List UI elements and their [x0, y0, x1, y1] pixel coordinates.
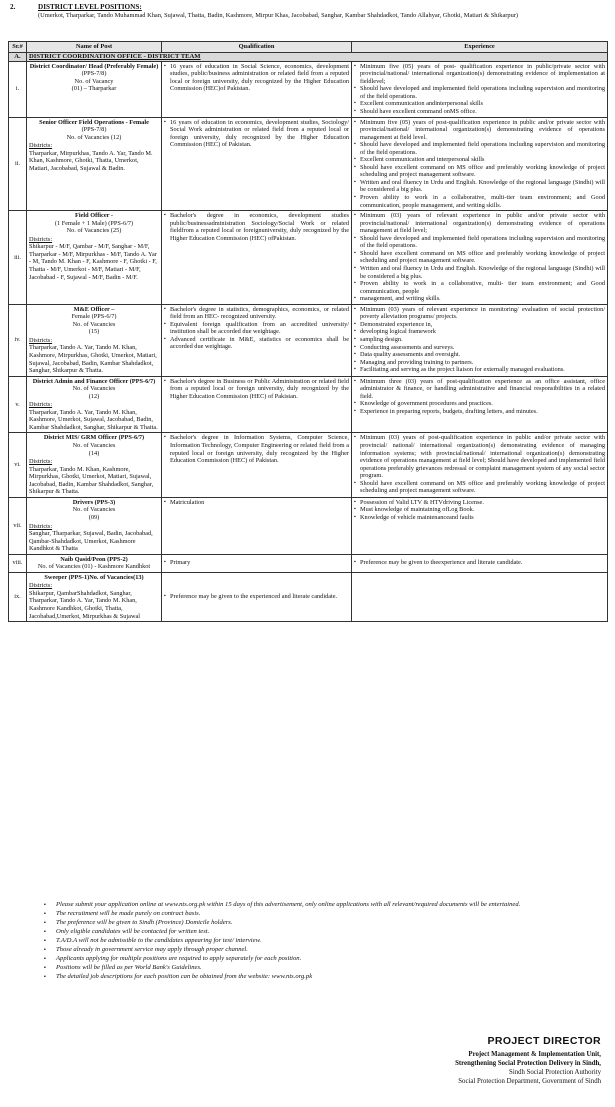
bullet-icon: ▪ [164, 213, 166, 219]
bullet-icon: ▪ [354, 499, 356, 505]
bullet-icon: ▪ [354, 63, 356, 69]
post-cell [27, 376, 162, 433]
experience-text: Knowledge of vehicle maintenanceand faults [360, 514, 474, 522]
districts-label: Districts: [29, 401, 53, 409]
experience-item [354, 321, 605, 329]
post-title: Senior Officer Field Operations - Female [39, 118, 149, 126]
bullet-icon: ▪ [354, 321, 356, 327]
post-cell [27, 433, 162, 497]
table-row [9, 497, 608, 554]
note-item [44, 901, 604, 909]
qualification-text: Bachelor's degree in economics, development studies public/businessadministration Sociology/Social Work or related fieldfrom a reputed local or foreignuniversity, duly recognized by the Higher Education Commission (HEC) ofPakistan. [170, 212, 349, 242]
experience-item [354, 366, 605, 374]
post-detail: (1 Female + 1 Male) (PPS-6/7) [54, 219, 134, 227]
bullet-icon: ▪ [44, 902, 46, 908]
note-item [44, 964, 604, 972]
bullet-icon: ▪ [354, 480, 356, 486]
experience-text: Minimum (03) years of relevant experience in monitoring/ evaluation of social protection/ poverty alleviation programs/ projects. [360, 305, 605, 321]
post-title: District Coordinator/ Head (Preferably Female) [29, 62, 159, 70]
qualification-text: Bachelor's degree in Business or Public Administration or related field from a reputed local or foreign university, duly recognized by the Higher Education Commission (HEC) of Pakistan. [170, 377, 349, 400]
note-text: The detailed job descriptions for each position can be obtained from the website: www.nts.org.pk [56, 973, 313, 981]
row-sr: vii. [9, 497, 27, 554]
note-item [44, 928, 604, 936]
experience-item [354, 480, 605, 495]
experience-text: Demonstrated experience in, [360, 320, 433, 328]
bullet-icon: ▪ [44, 929, 46, 936]
post-detail: (09) [88, 513, 100, 521]
section-sr: A. [9, 52, 27, 61]
experience-item [354, 164, 605, 179]
bullet-icon: ▪ [354, 344, 356, 350]
bullet-icon: ▪ [354, 108, 356, 114]
table-row [9, 61, 608, 117]
row-sr: v. [9, 376, 27, 433]
post-title: Sweeper (PPS-1)No. of Vacancies(13) [44, 573, 144, 581]
note-text: Positions will be filled as per World Bank's Guidelines. [56, 964, 202, 972]
qualification-text: Equivalent foreign qualification from an accredited university/ institution shall be accorded due weightage. [170, 320, 349, 336]
post-detail: No. of Vacancy [74, 77, 114, 85]
post-detail: (PPS-7/8) [81, 70, 107, 78]
table-row [9, 572, 608, 621]
experience-text: Should have excellent command onMS office. [360, 107, 477, 115]
post-detail: No. of Vacancies (25) [66, 227, 122, 235]
bullet-icon: ▪ [354, 281, 356, 287]
bullet-icon: ▪ [354, 250, 356, 256]
experience-item [354, 408, 605, 416]
post-title: District MIS/ GRM Officer (PPS-6/7) [43, 434, 145, 442]
bullet-icon: ▪ [354, 157, 356, 163]
note-item [44, 973, 604, 981]
experience-item [354, 100, 605, 108]
note-item [44, 919, 604, 927]
bullet-icon: ▪ [354, 306, 356, 312]
qualification-item [164, 559, 349, 567]
experience-item [354, 280, 605, 295]
bullet-icon: ▪ [354, 86, 356, 92]
districts-list: Tharparkar, Tando A. Yar, Tando M. Khan, Kashmore, Umerkot, Sujawal, Jacobabad, Badin, Kambar Shahdadkot, Sanghar, Shikarpur & Thatta. [29, 408, 158, 431]
experience-item [354, 156, 605, 164]
bullet-icon: ▪ [44, 911, 46, 918]
note-text: The recruitment will be made purely on contract basis. [56, 910, 201, 918]
experience-text: Possession of Valid LTV & HTVdriving License. [360, 498, 484, 506]
qualification-cell [162, 61, 352, 117]
note-item [44, 955, 604, 963]
experience-text: Should have developed and implemented field operations including supervision and monitoring of the field operations. [360, 85, 605, 100]
post-cell [27, 117, 162, 211]
qualification-cell [162, 497, 352, 554]
qualification-text: Matriculation [170, 498, 205, 506]
experience-text: sampling design. [360, 336, 403, 344]
row-sr: i. [9, 61, 27, 117]
row-sr: ix. [9, 572, 27, 621]
qualification-item [164, 119, 349, 149]
bullet-icon: ▪ [354, 507, 356, 513]
post-detail: No. of Vacancies (12) [66, 133, 122, 141]
experience-item [354, 250, 605, 265]
post-detail: (15) [88, 328, 100, 336]
experience-text: Knowledge of government procedures and practices. [360, 400, 493, 408]
table-header-row [9, 42, 608, 53]
experience-text: Excellent communication andinterpersonal skills [360, 100, 483, 108]
districts-list: Tharparkar, Tando A. Yar, Tando M. Khan, Kashmore, Mirpurkhas, Ghotki, Umerkot, Matiari, Sujawal, Jacobabad, Badin, Kambar Shahdadkot, Sanghar, Shikarpur & Thatta. [29, 344, 157, 375]
bullet-icon: ▪ [164, 594, 166, 600]
post-cell [27, 211, 162, 305]
bullet-icon: ▪ [354, 352, 356, 358]
qualification-item [164, 499, 349, 507]
post-detail: Female (PPS-6/7) [71, 313, 117, 321]
experience-cell [352, 117, 608, 211]
bullet-icon: ▪ [354, 515, 356, 521]
note-text: Applicants applying for multiple positions are required to apply separately for each position. [56, 955, 302, 963]
experience-item [354, 265, 605, 280]
experience-item [354, 506, 605, 514]
experience-text: Conducting assessments and surveys. [360, 343, 455, 351]
bullet-icon: ▪ [354, 435, 356, 441]
table-row [9, 304, 608, 376]
post-detail: No. of Vacancies [72, 506, 116, 514]
row-sr: ii. [9, 117, 27, 211]
bullet-icon: ▪ [44, 956, 46, 963]
experience-item [354, 306, 605, 321]
experience-text: Proven ability to work in a collaborative, multi-tier team environment; and Good communication, people management, and writing skills. [360, 194, 605, 209]
experience-item [354, 235, 605, 250]
qualification-item [164, 593, 349, 601]
bullet-icon: ▪ [354, 337, 356, 343]
qualification-item [164, 336, 349, 351]
experience-text: Should have developed and implemented field operations including supervision and monitoring of the field operations. [360, 141, 605, 156]
post-title: Field Officer - [75, 212, 113, 220]
bullet-icon: ▪ [354, 296, 356, 302]
signature-line-1: Project Management & Implementation Unit, [468, 1050, 601, 1058]
post-title: Naib Qasid/Peon (PPS-2) [60, 555, 128, 563]
districts-list: Tharparkar, Tando M. Khan, Kashmore, Mirpurkhas, Ghotki, Umerkot, Matiari, Sujawal, Jacobabad, Badin, Kambar Shahdadkot, Sanghar, Shikarpur & Thatta. [29, 465, 154, 496]
qualification-item [164, 63, 349, 93]
post-cell [27, 572, 162, 621]
signature-line-4: Social Protection Department, Government of Sindh [458, 1078, 601, 1086]
table-row [9, 117, 608, 211]
notes-list [44, 901, 604, 982]
experience-text: Should have excellent command on MS office and preferably working knowledge of project scheduling and project management software. [360, 249, 605, 265]
qualification-text: 16 years of education in Social Science, economics, development studies, public/business administration or related field from a reputed local or foreign university, duly recognized by the Higher Education Commission (HEC)of Pakistan. [170, 62, 349, 93]
bullet-icon: ▪ [354, 378, 356, 384]
note-item [44, 946, 604, 954]
post-detail: (12) [88, 392, 100, 400]
header-sr: Sr.# [9, 42, 27, 53]
experience-text: Experience in preparing reports, budgets, drafting letters, and minutes. [360, 407, 538, 415]
experience-item [354, 336, 605, 344]
experience-text: Written and oral fluency in Urdu and English. Knowledge of the regional language (Sindhi) will be considered a big plus. [360, 178, 605, 194]
experience-text: Should have excellent command on MS office and preferably working knowledge of project scheduling and project management software. [360, 479, 605, 495]
post-detail: (01) – Tharparkar [71, 85, 117, 93]
experience-text: Should have excellent command on MS office and preferably working knowledge of project scheduling and project management software. [360, 163, 605, 179]
post-cell [27, 497, 162, 554]
bullet-icon: ▪ [354, 359, 356, 365]
experience-item [354, 328, 605, 336]
section-number: 2. [10, 3, 16, 11]
bullet-icon: ▪ [354, 101, 356, 107]
experience-text: Must knowledge of maintaining ofLog Book. [360, 506, 475, 514]
qualification-text: Primary [170, 559, 191, 567]
section-header [10, 3, 606, 19]
experience-item [354, 514, 605, 522]
bullet-icon: ▪ [44, 947, 46, 954]
section-row [9, 52, 608, 61]
bullet-icon: ▪ [354, 265, 356, 271]
experience-item [354, 559, 605, 567]
experience-text: developing logical framework [360, 328, 436, 336]
experience-item [354, 108, 605, 116]
experience-item [354, 194, 605, 209]
districts-label: Districts: [29, 235, 53, 243]
bullet-icon: ▪ [164, 119, 166, 125]
districts-list: Sanghar, Tharparkar, Sujawal, Badin, Jacobabad, Qambar-Shahdadkot, Umerkot, Kashmore Kandhkot & Thatta [29, 530, 153, 553]
experience-item [354, 141, 605, 156]
bullet-icon: ▪ [164, 499, 166, 505]
signature-title: PROJECT DIRECTOR [487, 1035, 601, 1047]
qualification-cell [162, 554, 352, 572]
experience-item [354, 499, 605, 507]
bullet-icon: ▪ [354, 195, 356, 201]
experience-item [354, 344, 605, 352]
note-text: Those already in government service may apply through proper channel. [56, 946, 248, 954]
post-cell [27, 554, 162, 572]
qualification-cell [162, 572, 352, 621]
experience-text: Should have developed and implemented field operations including supervision and monitoring of the field operations. [360, 234, 605, 250]
bullet-icon: ▪ [354, 213, 356, 219]
experience-item [354, 85, 605, 100]
experience-cell [352, 211, 608, 305]
experience-text: Facilitating and serving as the project liaison for externally managed evaluations. [360, 366, 565, 374]
header-qualification: Qualification [162, 42, 352, 53]
bullet-icon: ▪ [44, 920, 46, 927]
qualification-cell [162, 433, 352, 497]
section-districts: (Umerkot, Tharparkar, Tando Muhammad Khan, Sujawal, Thatta, Badin, Kashmore, Mirpur Khas, Jacobabad, Sanghar, Kambar Shahdadkot, Tando Allahyar, Ghotki, Matiari & Shikarpur) [38, 11, 519, 19]
note-item [44, 910, 604, 918]
post-cell [27, 61, 162, 117]
bullet-icon: ▪ [164, 63, 166, 69]
experience-text: Minimum (03) years of relevant experience in public and/or private sector with provincial/national/ international organization(s) demonstrating evidence of operations management at field level; [360, 212, 605, 235]
note-text: The preference will be given to Sindh (Province) Domicile holders. [56, 919, 233, 927]
post-detail: No. of Vacancies [72, 320, 116, 328]
qualification-text: Advanced certificate in M&E, statistics or economics shall be accorded due weightage. [170, 335, 349, 351]
experience-text: Minimum (03) years of post-qualification experience in public and/or private sector with provincial/ national/ international organization(s) demonstrating evidence of managing information systems; with provincial/national/ international organization(s) demonstrating evidence of operations management at field level; Should have developed and implemented field operations preferably grievances redressal or complaint management system of any social sector program. [360, 434, 605, 480]
table-row [9, 376, 608, 433]
row-sr: iv. [9, 304, 27, 376]
bullet-icon: ▪ [354, 560, 356, 566]
experience-cell [352, 376, 608, 433]
bullet-icon: ▪ [354, 179, 356, 185]
post-detail: No. of Vacancies (01) - Kashmore Kandhkot [37, 563, 151, 571]
qualification-item [164, 321, 349, 336]
experience-cell [352, 304, 608, 376]
bullet-icon: ▪ [164, 336, 166, 342]
qualification-item [164, 434, 349, 464]
row-sr: viii. [9, 554, 27, 572]
signature-block [455, 1035, 601, 1086]
bullet-icon: ▪ [44, 938, 46, 945]
districts-list: Shikarpur, QambarShahdadkot, Sanghar, Tharparkar, Tando A. Yar, Tando M. Khan, Kashmore Kandhkot, Ghotki, Thatta, Jacobabad,Umerkot, Mirpurkhas & Sujawal [29, 589, 141, 620]
qualification-item [164, 378, 349, 401]
bullet-icon: ▪ [354, 164, 356, 170]
post-title: M&E Officer – [73, 305, 115, 313]
experience-text: Proven ability to work in a collaborative, multi- tier team environment; and Good communication, people [360, 280, 605, 295]
bullet-icon: ▪ [354, 142, 356, 148]
post-title: Drivers (PPS-3) [72, 498, 116, 506]
signature-line-2: Strengthening Social Protection Delivery in Sindh, [455, 1059, 601, 1067]
districts-label: Districts: [29, 458, 53, 466]
experience-text: Written and oral fluency in Urdu and English. Knowledge of the regional language (Sindhi) will be considered a big plus. [360, 264, 605, 280]
note-text: Please submit your application online at www.nts.org.pk within 15 days of this advertisement, only online applications with all relevant/required documents will be entertained. [56, 901, 521, 908]
row-sr: vi. [9, 433, 27, 497]
bullet-icon: ▪ [354, 401, 356, 407]
experience-text: Minimum five (05) years of post-qualification experience in public and/or private sector with provincial/national/ international organization(s) demonstrating evidence of operations management at field level. [360, 118, 605, 141]
experience-text: Minimum three (03) years of post-qualification experience as an office assistant, office administrator & finance, or handling administrative and financial responsibilities in a related field. [360, 377, 605, 400]
bullet-icon: ▪ [164, 378, 166, 384]
note-text: T.A/D.A will not be admissible to the candidates appearing for test/ interview. [56, 937, 262, 945]
note-item [44, 937, 604, 945]
experience-item [354, 378, 605, 401]
bullet-icon: ▪ [354, 119, 356, 125]
qualification-item [164, 212, 349, 242]
bullet-icon: ▪ [354, 235, 356, 241]
qualification-cell [162, 117, 352, 211]
experience-cell [352, 61, 608, 117]
bullet-icon: ▪ [164, 306, 166, 312]
experience-item [354, 179, 605, 194]
positions-table [8, 41, 608, 622]
districts-list: Tharparkar, Mirpurkhas, Tando A. Yar, Tando M. Khan, Kashmore, Ghotki, Thatta, Umerkot, Matiari, Jacobabad, Sujawal & Badin. [29, 149, 153, 172]
experience-text: Excellent communication and interpersonal skills [360, 156, 485, 164]
experience-cell [352, 572, 608, 621]
qualification-cell [162, 376, 352, 433]
qualification-text: Preference may be given to the experienced and literate candidate. [170, 593, 338, 601]
table-body [9, 52, 608, 621]
districts-label: Districts: [29, 522, 53, 530]
experience-text: management, and writing skills. [360, 295, 441, 303]
bullet-icon: ▪ [164, 321, 166, 327]
header-experience: Experience [352, 42, 608, 53]
experience-text: Minimum five (05) years of post- qualification experience in public/private sector with provincial/national/ international organization(s) demonstrating evidence of implementation at fieldlevel; [360, 62, 605, 85]
post-cell [27, 304, 162, 376]
section-row-title: DISTRICT COORDINATION OFFICE - DISTRICT TEAM [27, 52, 608, 61]
experience-item [354, 359, 605, 367]
qualification-text: Bachelor's degree in Information Systems, Computer Science, Information Technology, Computer Engineering or related field from a reputed local or foreign university, duly recognized by the Higher Education Commission (HEC) of Pakistan. [170, 434, 349, 465]
experience-text: Data quality assessments and oversight. [360, 351, 461, 359]
bullet-icon: ▪ [354, 408, 356, 414]
districts-list: Shikarpur - M/F, Qambar - M/F, Sanghar - M/F, Tharparkar - M/F, Mirpurkhas - M/F, Tando A. Yar - M, Tando M. Khan - F, Kashmore - F, Ghotki - F, Thatta - M/F, Umerkot - M/F, Matiari - M/F, Jacobabad - F, Sujawal - M/F, Badin - M/F. [29, 243, 157, 281]
header-post: Name of Post [27, 42, 162, 53]
experience-text: Managing and providing training to partners. [360, 358, 474, 366]
table-row [9, 211, 608, 305]
experience-item [354, 212, 605, 235]
section-title: DISTRICT LEVEL POSITIONS: [38, 3, 142, 11]
signature-line-3: Sindh Social Protection Authority [509, 1068, 601, 1076]
bullet-icon: ▪ [164, 560, 166, 566]
experience-item [354, 351, 605, 359]
qualification-text: Bachelor's degree in statistics, demographics, economics, or related field from an HEC- recognized university. [170, 305, 349, 321]
qualification-text: 16 years of education in economics, development studies, Sociology/ Social Work administration or related field from a reputed local or foreign university, duly recognized by the Higher Education Commission (HEC) of Pakistan. [170, 118, 349, 149]
bullet-icon: ▪ [44, 965, 46, 972]
experience-item [354, 434, 605, 479]
experience-cell [352, 433, 608, 497]
bullet-icon: ▪ [354, 329, 356, 335]
districts-label: Districts: [29, 582, 53, 590]
districts-label: Districts: [29, 336, 53, 344]
note-text: Only eligible candidates will be contacted for written test. [56, 928, 210, 936]
qualification-cell [162, 211, 352, 305]
bullet-icon: ▪ [354, 367, 356, 373]
table-row [9, 433, 608, 497]
post-detail: No. of Vacancies [72, 385, 116, 393]
experience-item [354, 119, 605, 142]
bullet-icon: ▪ [44, 974, 46, 981]
post-detail: (PPS-7/8) [81, 126, 107, 134]
districts-label: Districts: [29, 142, 53, 150]
experience-cell [352, 554, 608, 572]
experience-cell [352, 497, 608, 554]
experience-item [354, 295, 605, 303]
table-row [9, 554, 608, 572]
post-detail: No. of Vacancies [72, 442, 116, 450]
post-title: District Admin and Finance Officer (PPS-6/7) [32, 377, 156, 385]
experience-text: Preference may be given to theexperience and literate candidate. [360, 559, 523, 567]
experience-item [354, 400, 605, 408]
qualification-cell [162, 304, 352, 376]
qualification-item [164, 306, 349, 321]
bullet-icon: ▪ [164, 435, 166, 441]
experience-item [354, 63, 605, 86]
row-sr: iii. [9, 211, 27, 305]
post-detail: (14) [88, 449, 100, 457]
